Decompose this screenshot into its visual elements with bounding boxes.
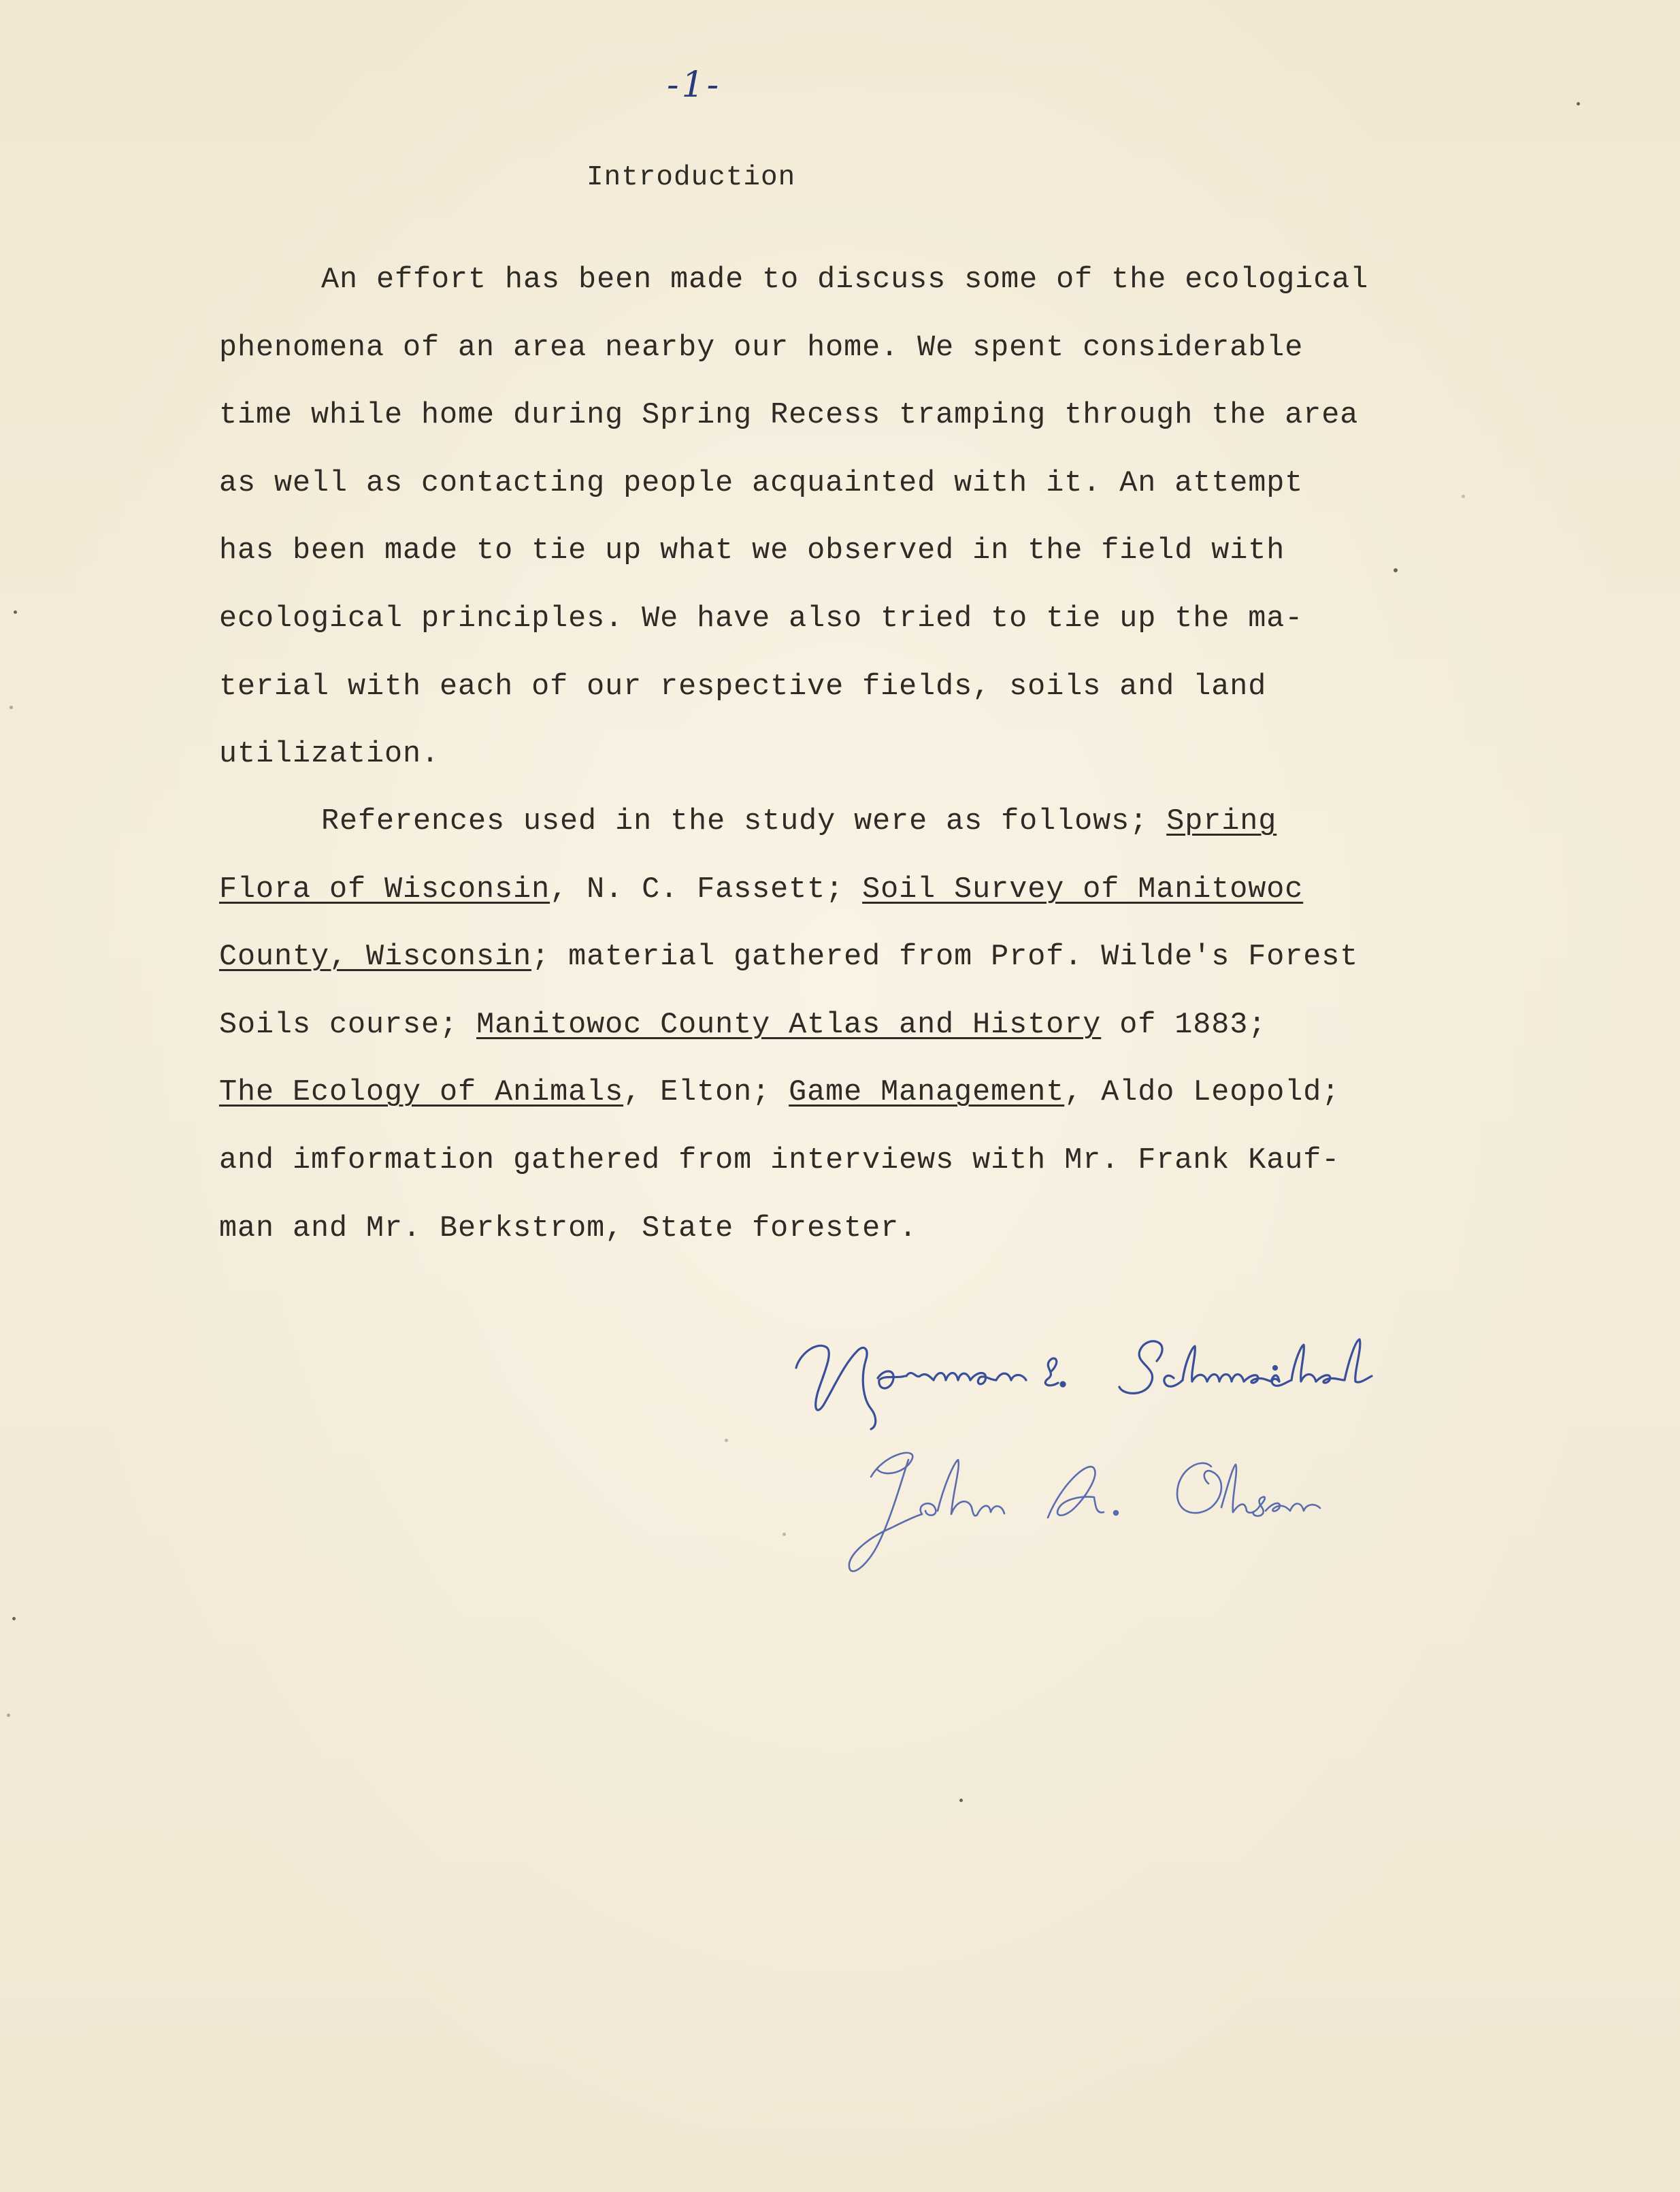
reference-title: Manitowoc County Atlas and History — [476, 1008, 1102, 1042]
paper-speck — [14, 610, 17, 614]
page-number: -1- — [667, 65, 722, 105]
paragraph-line: terial with each of our respective fields, soils and land — [219, 670, 1267, 704]
paper-speck — [12, 1617, 16, 1620]
paragraph-line: An effort has been made to discuss some of the ecological — [321, 263, 1369, 297]
paragraph-line: has been made to tie up what we observed in the field with — [219, 534, 1285, 568]
paper-speck — [959, 1799, 963, 1802]
references-line: man and Mr. Berkstrom, State forester. — [219, 1211, 918, 1245]
paper-speck — [725, 1439, 728, 1442]
reference-title: Flora of Wisconsin — [219, 872, 550, 906]
paper-speck — [10, 706, 13, 709]
references-line — [219, 788, 1512, 856]
paragraph-line: ecological principles. We have also tried to tie up the ma- — [219, 602, 1304, 636]
reference-title: The Ecology of Animals — [219, 1076, 624, 1110]
signature-john-olsen — [849, 1453, 1320, 1571]
reference-title: Spring — [1166, 805, 1277, 838]
paper-speck — [1462, 495, 1465, 498]
reference-text: Soils course; — [219, 1008, 477, 1042]
reference-text: of 1883; — [1101, 1008, 1267, 1042]
references-paragraph — [219, 788, 1512, 1262]
reference-text: ; material gathered from Prof. Wilde's Forest — [531, 940, 1359, 975]
reference-title: Game Management — [789, 1076, 1065, 1110]
reference-title: County, Wisconsin — [219, 940, 532, 975]
signature-norman-schmeichel — [796, 1339, 1372, 1429]
paper-speck — [1577, 102, 1580, 105]
paragraph-line: time while home during Spring Recess tramping through the area — [219, 399, 1359, 433]
references-intro-text: References used in the study were as follows; — [321, 805, 1167, 838]
paragraph-line: utilization. — [219, 738, 440, 772]
references-line — [219, 1059, 1512, 1127]
paper-speck — [1394, 568, 1398, 572]
paragraph-line: phenomena of an area nearby our home. We spent considerable — [219, 331, 1304, 365]
reference-author: , Elton; — [623, 1076, 789, 1110]
reference-title: Soil Survey of Manitowoc — [862, 872, 1304, 906]
paragraph-line: as well as contacting people acquainted with it. An attempt — [219, 466, 1304, 500]
references-line — [219, 992, 1512, 1060]
references-line: and imformation gathered from interviews with Mr. Frank Kauf- — [219, 1143, 1340, 1177]
references-line — [219, 856, 1512, 924]
reference-author: , N. C. Fassett; — [550, 872, 863, 906]
reference-author: , Aldo Leopold; — [1064, 1076, 1340, 1110]
references-line — [219, 923, 1512, 992]
page-title: Introduction — [587, 162, 796, 193]
paper-speck — [7, 1714, 10, 1717]
introduction-paragraph — [219, 246, 1512, 789]
signatures — [776, 1313, 1565, 1599]
paper-speck — [783, 1533, 786, 1536]
